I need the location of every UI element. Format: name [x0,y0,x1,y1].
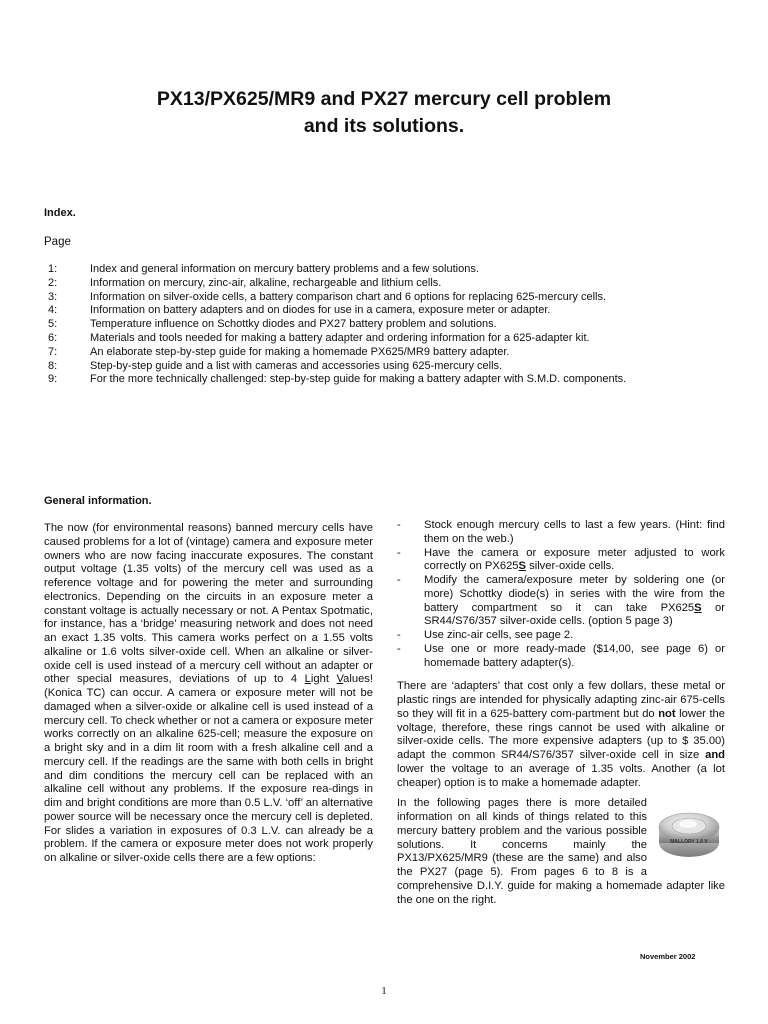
underlined-letter: V [336,673,344,686]
option-item [397,519,725,547]
option-text [424,629,725,643]
footer-date: November 2002 [640,952,696,961]
underlined-letter: L [304,673,311,686]
index-item-text: Index and general information on mercury battery problems and a few solutions. [90,263,479,275]
index-heading: Index. [44,207,76,219]
options-list [397,519,725,670]
title-line-1: PX13/PX625/MR9 and PX27 mercury cell problem [156,88,612,110]
index-item-text: Step-by-step guide and a list with cameras and accessories using 625-mercury cells. [90,359,503,372]
paragraph-text: (Konica TC) can occur. A camera or exposure meter will not be damaged when a silver-oxide or alkaline cell is used instead of a mercury cell. To check whether or not a camera or exposure meter works correctly on an alkaline 625-cell; measure the exposure on a bright sky and in a dim lit room with a fresh alkaline cell and a mercury cell. If the readings are the same with both cells in bright and dim conditions the mercury cell can be replaced with an alkaline cell without any problems. If the exposure rea-dings in dim and bright conditions are more than 0.5 L.V. ‘off’ an alternative power source will be necessary once the mercury cell is depleted. For slides a variation in exposures of 0.3 L.V. can already be a problem. If the camera or exposure meter does not work properly on alkaline or silver-oxide cells there are a few options: [44,687,373,864]
guide-paragraph [397,797,725,907]
option-text-part: silver-oxide cells. [526,560,615,573]
index-item-page: 7: [48,345,58,358]
index-item-text: Information on mercury, zinc-air, alkaline, rechargeable and lithium cells. [90,276,442,289]
index-item [44,304,744,318]
index-item-text: Materials and tools needed for making a battery adapter and ordering information for a 625-adapter kit. [90,331,590,344]
index-item-page: 9: [48,373,58,386]
option-text-part: or SR44/S76/357 silver-oxide cells. (option 5 page 3) [424,601,725,628]
bold-word: and [705,749,725,761]
index-item-page: 2: [48,276,58,289]
bullet-dash: - [397,519,401,531]
page-column-label: Page [44,236,71,248]
index-item-text: Information on silver-oxide cells, a battery comparison chart and 6 options for replacing 625-mercury cells. [90,290,607,303]
bullet-dash: - [397,642,401,655]
option-text-part: Modify the camera/exposure meter by soldering one (or more) Schottky diode(s) in series with the wire from the battery compartment so it can take PX625 [424,574,725,614]
option-text [424,643,725,671]
index-item-page: 1: [48,263,58,275]
page-title [0,86,768,140]
index-item-page: 4: [48,304,58,317]
option-item [397,629,725,643]
index-item-text: For the more technically challenged: step-by-step guide for making a battery adapter with S.M.D. components. [90,373,627,386]
index-item-text: Temperature influence on Schottky diodes and PX27 battery problem and solutions. [90,318,497,331]
index-list [44,263,744,387]
index-item-text: An elaborate step-by-step guide for making a homemade PX625/MR9 battery adapter. [90,345,510,358]
index-item [44,373,744,387]
index-item [44,360,744,374]
paragraph-text: There are ‘adapters’ that cost only a few dollars, these metal or plastic rings are intended for physically adapting zinc-air 675-cells so they will fit in a 625-battery com-partment but do [397,680,725,720]
index-item [44,318,744,332]
index-item [44,332,744,346]
option-text-part: Have the camera or exposure meter adjusted to work correctly on PX625 [424,546,725,573]
emphasis-letter: S [518,560,526,573]
bullet-dash: - [397,574,401,586]
page-number: 1 [381,985,387,997]
index-item [44,263,744,277]
general-info-paragraph [44,522,373,866]
option-text-part: Use one or more ready-made ($14,00, see page 6) or homemade battery adapter(s). [424,642,725,669]
index-item-page: 8: [48,359,58,372]
bullet-dash: - [397,629,401,641]
option-text [424,574,725,629]
index-item [44,346,744,360]
paragraph-text: In the following pages there is more detailed information on all kinds of things related to this mercury battery problem and the various possible solutions. It concerns mainly the PX13/PX625/MR9 (these are the same) and also the PX27 (page 5). From pages 6 to 8 is a comprehensive D.I.Y. guide for making a homemade adapter like the one on the right. [397,797,725,906]
title-line-2: and its solutions. [303,115,465,137]
paragraph-text: lower the voltage to an average of 1.35 volts. Another (a lot cheaper) option is to make a homemade adapter. [397,762,725,789]
index-item [44,277,744,291]
paragraph-text: lower the voltage, therefore, these rings cannot be used with alkaline or silver-oxide cells. The more expensive adapters (up to $ 35.00) adapt the common SR44/S76/357 silver-oxide cell in size [397,707,725,761]
battery-label-text: MALLORY 1.5 V [670,839,708,846]
index-item [44,291,744,305]
general-info-right-column [397,519,725,914]
adapters-paragraph [397,680,725,790]
paragraph-text: ight [310,673,337,686]
bullet-dash: - [397,546,401,559]
index-item-page: 5: [48,318,58,331]
option-item [397,547,725,575]
general-info-left-column [44,522,373,873]
index-item-page: 6: [48,331,58,344]
index-item-page: 3: [48,290,58,303]
option-item [397,574,725,629]
paragraph-text: alues! [343,673,373,686]
option-text-part: Use zinc-air cells, see page 2. [424,629,574,641]
index-item-text: Information on battery adapters and on diodes for use in a camera, exposure meter or adapter. [90,304,551,317]
emphasis-letter: S [694,601,702,614]
bold-word: not [658,707,676,720]
general-info-heading: General information. [44,495,152,507]
option-text [424,519,725,547]
paragraph-text: The now (for environmental reasons) banned mercury cells have caused problems for a lot of (vintage) camera and exposure meter owners who are now facing inaccurate exposures. The constant output voltage (1.35 volts) of the mercury cell was used as a reference voltage and for powering the meter and surrounding electronics. Depending on the circuits in an exposure meter a constant voltage is actually necessary or not. A Pentax Spotmatic, for instance, has a ‘bridge’ measuring network and does not need an exact 1.35 volts. This camera works perfect on a 1.55 volts alkaline or 1.6 volts silver-oxide cell. When an alkaline or silver-oxide cell is used instead of a mercury cell without an adapter or other special measures, deviations of up to 4 [44,522,373,686]
option-text [424,547,725,575]
option-item [397,643,725,671]
battery-adapter-photo [653,799,725,871]
option-text-part: Stock enough mercury cells to last a few years. (Hint: find them on the web.) [424,519,725,545]
